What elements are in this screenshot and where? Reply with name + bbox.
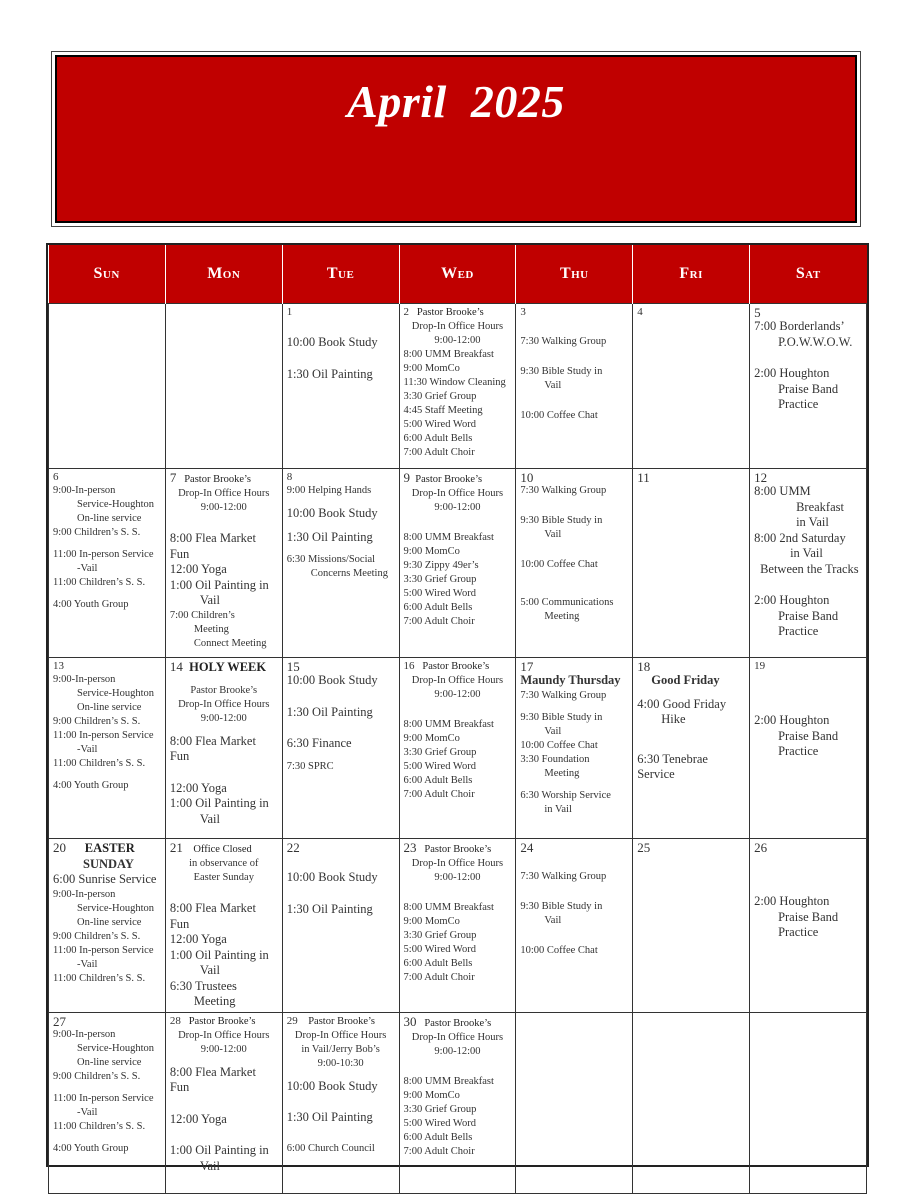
event: 9:30 Zippy 49er’s xyxy=(403,560,479,571)
title-banner-frame xyxy=(51,51,861,227)
event: 5:00 Communications xyxy=(520,597,614,608)
day-cell-13 xyxy=(49,658,166,839)
event: 6:30 Finance xyxy=(286,736,352,750)
event: 8:00 UMM xyxy=(754,484,811,498)
office-hours-time: 9:00-12:00 xyxy=(200,502,247,513)
event: 7:00 Adult Choir xyxy=(403,616,475,627)
office-hours-label: Pastor Brooke’s xyxy=(188,1015,256,1027)
holiday-title: SUNDAY xyxy=(83,856,134,871)
event: -Vail xyxy=(77,744,98,755)
event: 8:00 2nd Saturday xyxy=(754,530,846,545)
office-hours-time: 9:00-10:30 xyxy=(317,1057,364,1069)
event: 2:00 Houghton xyxy=(754,894,830,908)
event: 9:30 Bible Study in xyxy=(520,901,603,912)
office-hours-label: Pastor Brooke’s xyxy=(422,661,490,672)
event: in Vail xyxy=(796,515,829,529)
empty-day-cell xyxy=(165,304,282,469)
event: 11:00 In-person Service xyxy=(53,1092,154,1104)
event: Praise Band xyxy=(778,381,839,396)
event: Service-Houghton xyxy=(77,902,154,914)
event: 6:00 Sunrise Service xyxy=(53,872,157,886)
day-cell-16 xyxy=(399,658,516,839)
event: 4:00 Youth Group xyxy=(53,780,129,791)
event: in Vail xyxy=(790,546,823,560)
event: On-line service xyxy=(77,916,142,928)
day-number: 11 xyxy=(637,470,650,485)
event: 10:00 Coffee Chat xyxy=(520,739,598,751)
day-cell-4 xyxy=(633,304,750,469)
event: 6:30 Tenebrae Service xyxy=(637,751,708,781)
event: 12:00 Yoga xyxy=(169,1111,227,1126)
day-number: 20 xyxy=(53,840,66,855)
page-title: April 2025 xyxy=(347,76,565,127)
day-number: 8 xyxy=(286,471,293,483)
day-cell-25 xyxy=(633,839,750,1013)
day-cell-11 xyxy=(633,469,750,658)
weekday-fri: Fri xyxy=(633,245,750,304)
event: 9:30 Bible Study in xyxy=(520,711,603,723)
office-hours-time: 9:00-12:00 xyxy=(434,335,481,346)
office-hours-time: 9:00-12:00 xyxy=(434,872,481,883)
week-row xyxy=(49,658,867,839)
office-hours-time: 9:00-12:00 xyxy=(200,712,247,724)
day-number: 2 xyxy=(403,306,410,318)
event: 12:00 Yoga xyxy=(169,932,227,946)
event: Praise Band xyxy=(778,608,839,623)
office-hours-label: Drop-In Office Hours xyxy=(178,698,270,710)
event: 9:30 Bible Study in xyxy=(520,366,603,377)
day-number: 7 xyxy=(169,470,177,485)
day-cell-17 xyxy=(516,658,633,839)
event: 7:30 Walking Group xyxy=(520,336,607,347)
event: Praise Band xyxy=(778,909,839,924)
event: 9:00-In-person xyxy=(53,888,116,900)
day-cell-10 xyxy=(516,469,633,658)
weekday-tue: Tue xyxy=(282,245,399,304)
event: Meeting xyxy=(193,994,236,1008)
weekday-header-row xyxy=(49,245,867,304)
event: 9:00 Helping Hands xyxy=(286,485,372,496)
event: 9:00-In-person xyxy=(53,485,116,496)
event: 7:00 Adult Choir xyxy=(403,789,475,800)
office-hours-label: Drop-In Office Hours xyxy=(411,1031,504,1043)
event: 2:00 Houghton xyxy=(754,593,830,607)
office-hours-label: Drop-In Office Hours xyxy=(411,675,504,686)
office-hours-time: 9:00-12:00 xyxy=(434,1045,481,1057)
day-cell-8 xyxy=(282,469,399,658)
event: 6:00 Adult Bells xyxy=(403,775,473,786)
event: 12:00 Yoga xyxy=(169,780,227,795)
event: 9:00-In-person xyxy=(53,1028,116,1040)
event: 7:30 Walking Group xyxy=(520,689,607,701)
weekday-sat: Sat xyxy=(750,245,867,304)
day-number: 21 xyxy=(169,840,183,855)
event: 7:30 Walking Group xyxy=(520,871,607,882)
day-cell-29 xyxy=(282,1012,399,1193)
event: 8:00 Flea Market Fun xyxy=(169,1064,256,1094)
event: 3:30 Grief Group xyxy=(403,391,477,402)
event: Concerns Meeting xyxy=(310,568,388,579)
day-cell-14 xyxy=(165,658,282,839)
event: 8:00 UMM Breakfast xyxy=(403,349,494,360)
office-hours-label: Pastor Brooke’s xyxy=(424,844,492,855)
day-cell-21 xyxy=(165,839,282,1013)
event: 5:00 Wired Word xyxy=(403,1117,476,1129)
week-row xyxy=(49,839,867,1013)
event: 6:00 Adult Bells xyxy=(403,433,473,444)
event: 7:00 Adult Choir xyxy=(403,972,475,983)
empty-day-cell xyxy=(49,304,166,469)
event: 7:30 SPRC xyxy=(286,760,334,772)
event: 5:00 Wired Word xyxy=(403,944,476,955)
event: 4:45 Staff Meeting xyxy=(403,405,483,416)
event: 11:00 In-person Service xyxy=(53,549,154,560)
event: 10:00 Coffee Chat xyxy=(520,559,598,570)
event: 10:00 Book Study xyxy=(286,506,378,520)
office-hours-label: Drop-In Office Hours xyxy=(411,321,504,332)
event: 8:00 Flea Market Fun xyxy=(169,733,256,763)
event: 8:00 UMM Breakfast xyxy=(403,719,494,730)
event: 11:00 Children’s S. S. xyxy=(53,1120,146,1132)
event: 6:30 Missions/Social xyxy=(286,554,376,565)
day-number: 24 xyxy=(520,840,534,855)
event: 8:00 UMM Breakfast xyxy=(403,1075,494,1087)
event: 4:00 Youth Group xyxy=(53,599,129,610)
office-hours-time: 9:00-12:00 xyxy=(200,1043,247,1055)
day-number: 27 xyxy=(53,1013,66,1029)
event: 1:30 Oil Painting xyxy=(286,1110,373,1124)
event: 9:00 MomCo xyxy=(403,916,460,927)
event: Between the Tracks xyxy=(760,561,859,576)
office-hours-time: 9:00-12:00 xyxy=(434,502,481,513)
event: 6:00 Adult Bells xyxy=(403,1131,473,1143)
office-hours-label: Pastor Brooke’s xyxy=(308,1015,375,1027)
event: 10:00 Coffee Chat xyxy=(520,410,598,421)
event: 10:00 Book Study xyxy=(286,335,378,349)
day-number: 18 xyxy=(637,659,651,674)
day-number: 15 xyxy=(286,659,300,674)
office-hours-time: 9:00-12:00 xyxy=(434,689,481,700)
week-row xyxy=(49,469,867,658)
closure-note: Office Closed xyxy=(193,844,252,855)
event: 5:00 Wired Word xyxy=(403,588,476,599)
closure-note: in observance of xyxy=(189,858,259,869)
event: 4:00 Good Friday xyxy=(637,696,727,711)
event: 11:00 In-person Service xyxy=(53,944,154,956)
day-number: 28 xyxy=(169,1014,181,1027)
weekday-thu: Thu xyxy=(516,245,633,304)
event: 7:30 Walking Group xyxy=(520,485,607,496)
event: 9:00 MomCo xyxy=(403,733,460,744)
event: 9:00 Children’s S. S. xyxy=(53,1070,141,1082)
event: 9:00 MomCo xyxy=(403,546,460,557)
event: Hike xyxy=(661,712,686,726)
weekday-mon: Mon xyxy=(165,245,282,304)
event: 3:30 Foundation xyxy=(520,753,590,765)
event: 9:00 Children’s S. S. xyxy=(53,930,141,942)
empty-day-cell xyxy=(633,1012,750,1193)
empty-day-cell xyxy=(750,1012,867,1193)
event: 9:30 Bible Study in xyxy=(520,515,603,526)
office-hours-label: Drop-In Office Hours xyxy=(411,488,504,499)
event: 5:00 Wired Word xyxy=(403,761,476,772)
event: Vail xyxy=(199,1158,220,1173)
event: 10:00 Coffee Chat xyxy=(520,945,598,956)
event: 2:00 Houghton xyxy=(754,713,830,727)
day-number: 29 xyxy=(286,1014,298,1027)
office-hours-label: Pastor Brooke’s xyxy=(184,474,252,485)
event: Service-Houghton xyxy=(77,1042,154,1054)
day-number: 10 xyxy=(520,470,534,485)
event: Breakfast xyxy=(796,499,844,514)
event: 11:00 Children’s S. S. xyxy=(53,758,146,769)
event: -Vail xyxy=(77,563,98,574)
event: 9:00 MomCo xyxy=(403,363,460,374)
day-cell-2 xyxy=(399,304,516,469)
day-number: 23 xyxy=(403,840,417,855)
event: Vail xyxy=(199,811,220,826)
title-banner xyxy=(55,55,857,223)
holiday-title: EASTER xyxy=(84,841,135,855)
event: 8:00 UMM Breakfast xyxy=(403,532,494,543)
event: 10:00 Book Study xyxy=(286,870,378,884)
event: 6:00 Church Council xyxy=(286,1142,375,1154)
weekday-wed: Wed xyxy=(399,245,516,304)
day-number: 12 xyxy=(754,470,768,485)
event: 1:00 Oil Painting in xyxy=(169,577,269,592)
event: On-line service xyxy=(77,702,142,713)
event: 1:30 Oil Painting xyxy=(286,901,373,916)
event: Vail xyxy=(544,380,562,391)
event: 1:00 Oil Painting in xyxy=(169,947,269,962)
office-hours-label: Drop-In Office Hours xyxy=(178,488,270,499)
event: 6:00 Adult Bells xyxy=(403,602,473,613)
office-hours-label: in Vail/Jerry Bob’s xyxy=(301,1043,380,1055)
day-number: 5 xyxy=(754,305,761,320)
event: 10:00 Book Study xyxy=(286,1078,378,1093)
day-cell-30 xyxy=(399,1012,516,1193)
event: Vail xyxy=(544,529,562,540)
event: 8:00 UMM Breakfast xyxy=(403,902,494,913)
event: 12:00 Yoga xyxy=(169,562,227,576)
event: Practice xyxy=(778,397,819,411)
event: Praise Band xyxy=(778,728,839,743)
event: 7:00 Adult Choir xyxy=(403,447,475,458)
event: in Vail xyxy=(544,803,572,815)
event: 3:30 Grief Group xyxy=(403,930,477,941)
day-cell-7 xyxy=(165,469,282,658)
calendar-grid xyxy=(46,243,869,1173)
day-number: 1 xyxy=(286,306,293,318)
event: 1:00 Oil Painting in xyxy=(169,796,269,810)
day-number: 19 xyxy=(754,660,766,672)
day-number: 9 xyxy=(403,470,411,485)
day-number: 4 xyxy=(637,306,643,318)
day-cell-28 xyxy=(165,1012,282,1193)
day-cell-12 xyxy=(750,469,867,658)
event: Vail xyxy=(544,915,562,926)
day-cell-23 xyxy=(399,839,516,1013)
day-number: 30 xyxy=(403,1013,417,1029)
event: Connect Meeting xyxy=(193,637,267,649)
day-number: 14 xyxy=(169,659,183,674)
day-number: 6 xyxy=(53,471,59,483)
event: 9:00-In-person xyxy=(53,674,116,685)
day-number: 16 xyxy=(403,660,415,672)
office-hours-label: Drop-In Office Hours xyxy=(294,1029,387,1041)
event: 7:00 Adult Choir xyxy=(403,1145,475,1157)
event: 1:30 Oil Painting xyxy=(286,704,373,719)
event: 1:30 Oil Painting xyxy=(286,529,373,544)
event: 1:00 Oil Painting in xyxy=(169,1143,269,1157)
day-cell-19 xyxy=(750,658,867,839)
event: 6:30 Trustees xyxy=(169,978,237,993)
office-hours-label: Pastor Brooke’s xyxy=(190,684,258,696)
event: 8:00 Flea Market Fun xyxy=(169,531,256,561)
event: 11:30 Window Cleaning xyxy=(403,377,506,388)
event: 11:00 Children’s S. S. xyxy=(53,972,146,984)
day-cell-20 xyxy=(49,839,166,1013)
office-hours-label: Pastor Brooke’s xyxy=(416,307,484,318)
event: 7:00 Borderlands’ xyxy=(754,319,845,333)
day-number: 13 xyxy=(53,660,64,672)
event: 3:30 Grief Group xyxy=(403,574,477,585)
holiday-title: Maundy Thursday xyxy=(520,673,621,687)
empty-day-cell xyxy=(516,1012,633,1193)
office-hours-label: Pastor Brooke’s xyxy=(415,474,483,485)
office-hours-label: Drop-In Office Hours xyxy=(411,858,504,869)
event: 6:00 Adult Bells xyxy=(403,958,473,969)
day-cell-22 xyxy=(282,839,399,1013)
event: Meeting xyxy=(544,611,580,622)
event: 9:00 MomCo xyxy=(403,1089,460,1101)
day-cell-27 xyxy=(49,1012,166,1193)
day-number: 26 xyxy=(754,840,768,855)
week-row xyxy=(49,304,867,469)
day-cell-26 xyxy=(750,839,867,1013)
day-number: 17 xyxy=(520,659,534,674)
week-row xyxy=(49,1012,867,1193)
event: -Vail xyxy=(77,1106,98,1118)
day-cell-3 xyxy=(516,304,633,469)
event: Practice xyxy=(778,744,819,758)
event: Service-Houghton xyxy=(77,688,154,699)
office-hours-label: Pastor Brooke’s xyxy=(424,1017,492,1029)
closure-note: Easter Sunday xyxy=(193,872,254,883)
event: Meeting xyxy=(193,623,229,635)
event: 10:00 Book Study xyxy=(286,673,378,687)
event: Practice xyxy=(778,925,819,939)
weekday-sun: Sun xyxy=(49,245,166,304)
event: 3:30 Grief Group xyxy=(403,1103,477,1115)
day-cell-9 xyxy=(399,469,516,658)
holiday-title: HOLY WEEK xyxy=(189,660,267,674)
event: 5:00 Wired Word xyxy=(403,419,476,430)
event: -Vail xyxy=(77,958,98,970)
day-cell-18 xyxy=(633,658,750,839)
event: Meeting xyxy=(544,767,580,779)
event: 4:00 Youth Group xyxy=(53,1142,129,1154)
day-cell-24 xyxy=(516,839,633,1013)
day-cell-5 xyxy=(750,304,867,469)
day-number: 3 xyxy=(520,306,526,318)
holiday-title: Good Friday xyxy=(651,673,720,687)
event: 11:00 Children’s S. S. xyxy=(53,577,146,588)
office-hours-label: Drop-In Office Hours xyxy=(178,1029,270,1041)
event: 1:30 Oil Painting xyxy=(286,366,373,381)
event: 7:00 Children’s xyxy=(169,609,235,621)
event: 6:30 Worship Service xyxy=(520,789,611,801)
day-cell-1 xyxy=(282,304,399,469)
event: P.O.W.W.O.W. xyxy=(778,334,853,349)
event: 8:00 Flea Market Fun xyxy=(169,901,256,931)
event: 3:30 Grief Group xyxy=(403,747,477,758)
event: Service-Houghton xyxy=(77,499,154,510)
day-number: 25 xyxy=(637,840,651,855)
event: Vail xyxy=(544,725,562,737)
event: Practice xyxy=(778,624,819,638)
day-cell-6 xyxy=(49,469,166,658)
event: Vail xyxy=(199,593,220,607)
event: 9:00 Children’s S. S. xyxy=(53,716,141,727)
event: 11:00 In-person Service xyxy=(53,730,154,741)
event: 9:00 Children’s S. S. xyxy=(53,527,141,538)
day-number: 22 xyxy=(286,840,300,855)
event: Vail xyxy=(199,963,220,977)
event: 2:00 Houghton xyxy=(754,366,830,380)
day-cell-15 xyxy=(282,658,399,839)
event: On-line service xyxy=(77,513,142,524)
event: On-line service xyxy=(77,1056,142,1068)
